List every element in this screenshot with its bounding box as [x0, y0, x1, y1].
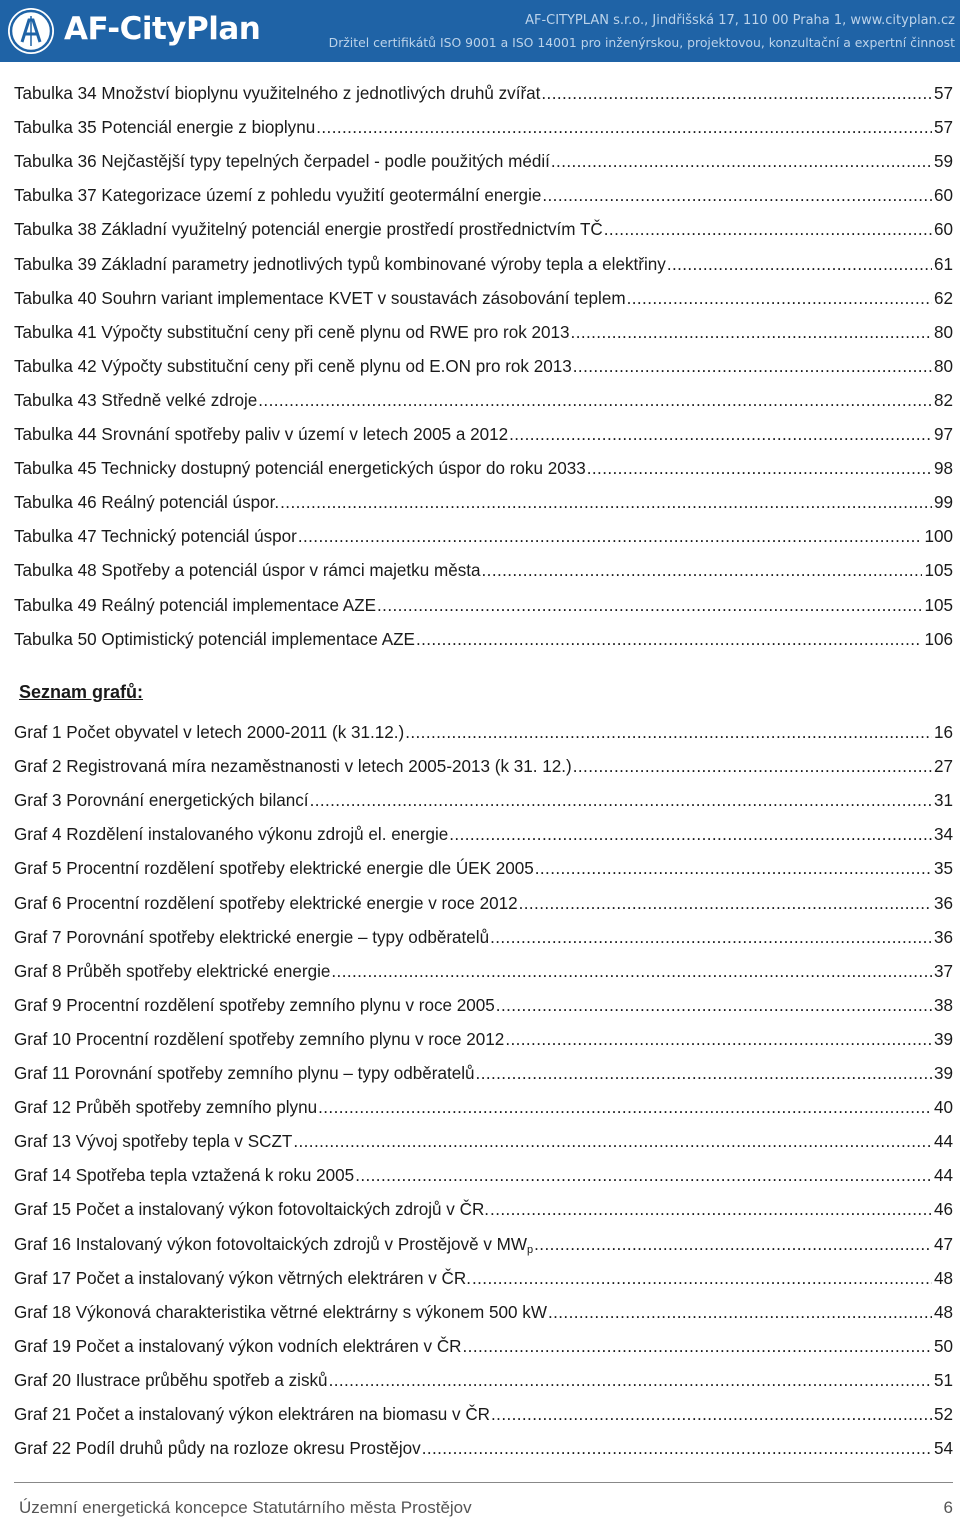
toc-entry-title — [14, 1198, 489, 1222]
dot-leader — [508, 423, 932, 447]
toc-entry-title-text: Graf 15 Počet a instalovaný výkon fotovoltaických zdrojů v ČR. — [14, 1200, 490, 1220]
dot-leader — [550, 150, 932, 174]
toc-entry-title — [14, 1301, 547, 1325]
toc-entry-page: 47 — [933, 1234, 953, 1254]
toc-entry[interactable] — [14, 491, 953, 515]
toc-entry-title — [14, 218, 603, 242]
dot-leader — [475, 1062, 932, 1086]
toc-entry-page: 44 — [933, 1132, 953, 1152]
toc-entry-title-text: Tabulka 44 Srovnání spotřeby paliv v území v letech 2005 a 2012 — [14, 425, 509, 444]
dot-leader — [547, 1301, 932, 1325]
toc-entry-title — [14, 525, 297, 549]
toc-entry[interactable] — [14, 1369, 953, 1393]
toc-entry-page: 37 — [933, 961, 953, 981]
toc-entry[interactable] — [14, 355, 953, 379]
toc-entry[interactable] — [14, 423, 953, 447]
toc-entry-title-text: Tabulka 38 Základní využitelný potenciál energie prostředí prostřednictvím TČ — [14, 220, 603, 240]
toc-entry[interactable] — [14, 1437, 953, 1461]
dot-leader — [572, 355, 932, 379]
dot-leader — [257, 389, 932, 413]
toc-entry-page: 105 — [924, 561, 953, 581]
toc-entry[interactable] — [14, 1267, 953, 1291]
toc-entry-title-text: Graf 5 Procentní rozdělení spotřeby elektrické energie dle ÚEK 2005 — [14, 859, 534, 879]
toc-entry-title — [14, 1130, 292, 1154]
dot-leader — [626, 287, 932, 311]
toc-entry[interactable] — [14, 525, 953, 549]
toc-entry-page: 36 — [933, 893, 953, 913]
dot-leader — [471, 1267, 932, 1291]
toc-entry-title — [14, 994, 495, 1018]
toc-entry-title-text: Graf 3 Porovnání energetických bilancí — [14, 791, 309, 811]
graphs-heading: Seznam grafů: — [19, 682, 144, 702]
toc-entry[interactable] — [14, 82, 953, 106]
dot-leader — [541, 184, 932, 208]
toc-entry-page: 106 — [924, 629, 953, 649]
toc-entry-page: 82 — [933, 390, 953, 410]
dot-leader — [404, 721, 932, 745]
toc-entry[interactable] — [14, 457, 953, 481]
toc-entry-title-text: Graf 2 Registrovaná míra nezaměstnanosti v letech 2005-2013 (k 31. 12.) — [14, 757, 572, 777]
toc-entry-page: 98 — [933, 459, 953, 479]
toc-entry[interactable] — [14, 287, 953, 311]
toc-entry-title — [14, 1437, 421, 1461]
dot-leader — [330, 960, 932, 984]
toc-entry-title-text: Graf 8 Průběh spotřeby elektrické energie — [14, 961, 331, 981]
toc-entry-title-text: Graf 20 Ilustrace průběhu spotřeb a zisků — [14, 1370, 328, 1390]
dot-leader — [309, 789, 932, 813]
toc-entry-title — [14, 1062, 475, 1086]
toc-entry-title-text: Graf 13 Vývoj spotřeby tepla v SCZT — [14, 1132, 293, 1152]
toc-entry[interactable] — [14, 559, 953, 583]
dot-leader — [603, 218, 932, 242]
toc-entry[interactable] — [14, 321, 953, 345]
toc-entry-page: 99 — [933, 493, 953, 513]
toc-entry-page: 39 — [933, 1029, 953, 1049]
dot-leader — [495, 994, 932, 1018]
toc-entry-page: 105 — [924, 595, 953, 615]
toc-entry-title — [14, 721, 404, 745]
toc-entry-title — [14, 1164, 354, 1188]
toc-entry-title-text: Tabulka 40 Souhrn variant implementace KVET v soustavách zásobování teplem — [14, 288, 626, 308]
toc-entry-title — [14, 116, 315, 140]
toc-entry[interactable] — [14, 184, 953, 208]
dot-leader — [292, 1130, 932, 1154]
toc-entry-page: 61 — [933, 254, 953, 274]
dot-leader — [462, 1335, 932, 1359]
toc-entry-title-text: Graf 21 Počet a instalovaný výkon elektráren na biomasu v ČR — [14, 1405, 491, 1424]
toc-entry-title-text: Graf 19 Počet a instalovaný výkon vodních elektráren v ČR — [14, 1336, 462, 1356]
toc-entry-title-text: Tabulka 49 Reálný potenciál implementace AZE — [14, 595, 377, 615]
toc-entry-title — [14, 1403, 490, 1427]
toc-entry-page: 44 — [933, 1166, 953, 1186]
toc-entry-page: 40 — [933, 1098, 953, 1118]
toc-entry-page: 50 — [933, 1336, 953, 1356]
dot-leader — [534, 857, 932, 881]
toc-entry-page: 97 — [933, 425, 953, 444]
dot-leader — [279, 491, 932, 515]
dot-leader — [572, 755, 932, 779]
toc-entry-title — [14, 823, 448, 847]
dot-leader — [518, 892, 932, 916]
company-address: AF-CITYPLAN s.r.o., Jindřišská 17, 110 00 Praha 1, www.cityplan.cz — [525, 13, 955, 28]
toc-entry-page: 16 — [933, 723, 953, 742]
toc-entry-page: 48 — [933, 1302, 953, 1322]
toc-entry-title-text: Tabulka 42 Výpočty substituční ceny při ceně plynu od E.ON pro rok 2013 — [14, 356, 572, 376]
toc-entry-page: 57 — [933, 118, 953, 138]
toc-entry-page: 38 — [933, 995, 953, 1015]
toc-entry-title-text: Tabulka 46 Reálný potenciál úspor. — [14, 493, 280, 513]
toc-entry-page: 35 — [933, 859, 953, 879]
toc-entry[interactable] — [14, 1198, 953, 1222]
dot-leader — [354, 1164, 932, 1188]
toc-entry-page: 60 — [933, 186, 953, 206]
toc-entry-subscript: p — [527, 1243, 534, 1256]
toc-entry[interactable] — [14, 594, 953, 618]
toc-entry[interactable] — [14, 150, 953, 174]
toc-entry-title-text: Tabulka 37 Kategorizace území z pohledu využití geotermální energie — [14, 186, 542, 206]
toc-entry-page: 54 — [933, 1439, 953, 1459]
toc-entry-title-text: Tabulka 36 Nejčastější typy tepelných čerpadel - podle použitých médií — [14, 152, 550, 172]
page-header — [0, 0, 960, 62]
toc-entry-title-text: Graf 10 Procentní rozdělení spotřeby zemního plynu v roce 2012 — [14, 1029, 505, 1049]
toc-entry-title-text: Tabulka 35 Potenciál energie z bioplynu — [14, 118, 316, 138]
toc-entry[interactable] — [14, 994, 953, 1018]
toc-entry-title — [14, 423, 508, 447]
toc-entry-title-text: Graf 18 Výkonová charakteristika větrné elektrárny s výkonem 500 kW — [14, 1302, 547, 1322]
toc-entry-title-text: Graf 7 Porovnání spotřeby elektrické energie – typy odběratelů — [14, 927, 490, 947]
toc-entry-title — [14, 491, 279, 515]
toc-entry-page: 34 — [933, 825, 953, 845]
toc-entry-title — [14, 926, 489, 950]
toc-entry-title-text: Tabulka 47 Technický potenciál úspor — [14, 527, 297, 547]
toc-entry-title — [14, 253, 666, 277]
toc-entry-page: 31 — [933, 791, 953, 811]
footer-divider — [14, 1482, 953, 1483]
toc-entry[interactable] — [14, 389, 953, 413]
toc-entry[interactable] — [14, 926, 953, 950]
toc-entry-title-text: Tabulka 41 Výpočty substituční ceny při ceně plynu od RWE pro rok 2013 — [14, 322, 570, 342]
toc-entry[interactable] — [14, 960, 953, 984]
toc-entry-title — [14, 628, 415, 652]
toc-entry-title-text: Graf 14 Spotřeba tepla vztažená k roku 2005 — [14, 1166, 355, 1186]
dot-leader — [376, 594, 922, 618]
toc-entry-title — [14, 321, 570, 345]
dot-leader — [297, 525, 923, 549]
toc-entry-title — [14, 82, 540, 106]
toc-entry-title — [14, 184, 541, 208]
toc-entry-title — [14, 457, 586, 481]
toc-entry-title-text: Tabulka 34 Množství bioplynu využitelného z jednotlivých druhů zvířat — [14, 84, 541, 103]
toc-entry[interactable] — [14, 218, 953, 242]
toc-entry-page: 80 — [933, 356, 953, 376]
company-logo-icon — [8, 8, 54, 54]
toc-entry[interactable] — [14, 789, 953, 813]
toc-entry-title-text: Tabulka 50 Optimistický potenciál implementace AZE — [14, 629, 415, 649]
toc-entry-title — [14, 287, 626, 311]
toc-entry-title — [14, 892, 518, 916]
toc-entry-page: 59 — [933, 152, 953, 172]
toc-entry[interactable] — [14, 1130, 953, 1154]
toc-entry-title — [14, 789, 309, 813]
toc-entry-page: 62 — [933, 288, 953, 308]
dot-leader — [489, 926, 932, 950]
toc-entry-title-text: Graf 6 Procentní rozdělení spotřeby elektrické energie v roce 2012 — [14, 893, 518, 913]
toc-entry-title-text: Tabulka 43 Středně velké zdroje — [14, 390, 258, 410]
toc-entry-title-text: Graf 16 Instalovaný výkon fotovoltaických zdrojů v Prostějově v MW — [14, 1234, 528, 1254]
toc-entry-title — [14, 355, 572, 379]
toc-entry-title-text: Graf 12 Průběh spotřeby zemního plynu — [14, 1098, 318, 1118]
dot-leader — [540, 82, 932, 106]
toc-entry-title-text: Graf 17 Počet a instalovaný výkon větrných elektráren v ČR. — [14, 1268, 471, 1288]
toc-entry-page: 57 — [933, 84, 953, 103]
dot-leader — [570, 321, 932, 345]
toc-entry-title — [14, 857, 534, 881]
toc-entry-title-text: Graf 9 Procentní rozdělení spotřeby zemního plynu v roce 2005 — [14, 995, 495, 1015]
toc-entry[interactable] — [14, 755, 953, 779]
toc-entry[interactable] — [14, 1062, 953, 1086]
dot-leader — [481, 559, 923, 583]
dot-leader — [533, 1233, 932, 1257]
dot-leader — [328, 1369, 932, 1393]
toc-entry[interactable] — [14, 1028, 953, 1052]
dot-leader — [504, 1028, 932, 1052]
toc-entry[interactable] — [14, 1164, 953, 1188]
toc-entry-title-text: Tabulka 48 Spotřeby a potenciál úspor v rámci majetku města — [14, 561, 481, 581]
toc-entry[interactable] — [14, 857, 953, 881]
toc-entry-page: 51 — [933, 1370, 953, 1390]
toc-entry-page: 27 — [933, 757, 953, 777]
toc-entry-title — [14, 1028, 504, 1052]
toc-entry-title — [14, 960, 330, 984]
dot-leader — [666, 253, 932, 277]
toc-entry-page: 80 — [933, 322, 953, 342]
toc-entry[interactable] — [14, 892, 953, 916]
toc-entry[interactable] — [14, 1233, 953, 1257]
toc-entry-page: 48 — [933, 1268, 953, 1288]
toc-entry-title-text: Graf 4 Rozdělení instalovaného výkonu zdrojů el. energie — [14, 825, 449, 845]
toc-entry-title — [14, 1369, 328, 1393]
logo-text: AF-CityPlan — [64, 11, 261, 47]
toc-entry-title — [14, 594, 376, 618]
toc-entry-title-text: Tabulka 39 Základní parametry jednotlivých typů kombinované výroby tepla a elektřiny — [14, 254, 666, 274]
dot-leader — [421, 1437, 932, 1461]
toc-entry[interactable] — [14, 1301, 953, 1325]
toc-entry-title-text: Graf 1 Počet obyvatel v letech 2000-2011 (k 31.12.) — [14, 723, 405, 742]
toc-entry-title — [14, 755, 572, 779]
toc-entry[interactable] — [14, 1335, 953, 1359]
toc-entry-page: 100 — [924, 527, 953, 547]
toc-entry[interactable] — [14, 721, 953, 745]
certification-line: Držitel certifikátů ISO 9001 a ISO 14001 pro inženýrskou, projektovou, konzultační a expertní činnost — [328, 35, 955, 50]
toc-entry[interactable] — [14, 116, 953, 140]
toc-entry-title — [14, 1096, 317, 1120]
toc-entry-title-text: Graf 11 Porovnání spotřeby zemního plynu – typy odběratelů — [14, 1064, 475, 1083]
dot-leader — [415, 628, 923, 652]
toc-entry[interactable] — [14, 1403, 953, 1427]
dot-leader — [315, 116, 932, 140]
toc-entry-title-text: Graf 22 Podíl druhů půdy na rozloze okresu Prostějov — [14, 1439, 421, 1459]
toc-entry[interactable] — [14, 628, 953, 652]
toc-entry[interactable] — [14, 823, 953, 847]
dot-leader — [489, 1198, 932, 1222]
dot-leader — [448, 823, 932, 847]
footer-document-title: Územní energetická koncepce Statutárního města Prostějov — [19, 1498, 472, 1517]
footer-page-number: 6 — [943, 1498, 953, 1517]
toc-entry-page: 60 — [933, 220, 953, 240]
company-info — [329, 10, 955, 54]
dot-leader — [317, 1096, 932, 1120]
toc-entry[interactable] — [14, 1096, 953, 1120]
toc-entry-page: 52 — [933, 1405, 953, 1424]
toc-entry-page: 36 — [933, 927, 953, 947]
toc-entry-title — [14, 150, 550, 174]
toc-entry-title — [14, 1233, 533, 1257]
toc-entry-title — [14, 1335, 462, 1359]
toc-entry-title-text: Tabulka 45 Technicky dostupný potenciál energetických úspor do roku 2033 — [14, 459, 586, 479]
toc-entry-title — [14, 389, 257, 413]
toc-entry[interactable] — [14, 253, 953, 277]
toc-entry-page: 46 — [933, 1200, 953, 1220]
toc-entry-title — [14, 559, 481, 583]
dot-leader — [490, 1403, 932, 1427]
toc-entry-page: 39 — [933, 1064, 953, 1083]
toc-entry-title — [14, 1267, 471, 1291]
dot-leader — [586, 457, 932, 481]
